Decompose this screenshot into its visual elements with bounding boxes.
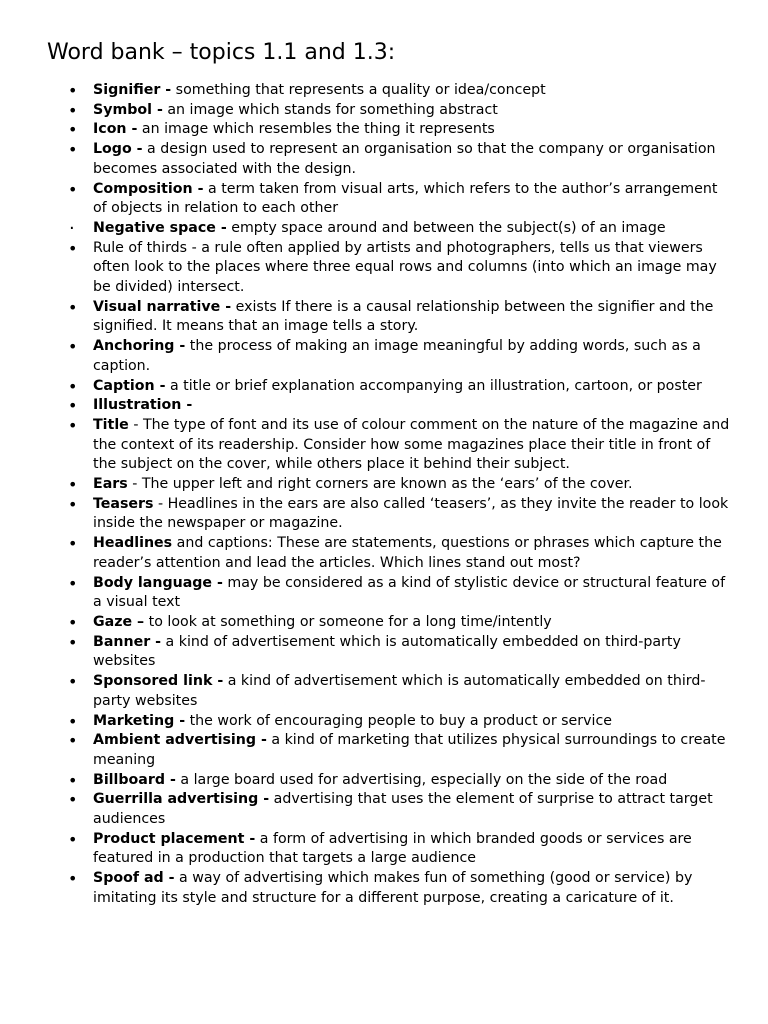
term: Gaze – [93,613,145,630]
definition: empty space around and between the subject(s) of an image [226,219,666,236]
list-item [93,574,733,613]
term: Ambient advertising - [93,732,267,749]
word-bank-list [93,81,733,909]
list-item [93,475,733,495]
definition: a kind of advertisement which is automatically embedded on third-party websites [93,673,706,709]
definition: a form of advertising in which branded goods or services are featured in a production that targets a large audience [93,830,692,867]
list-item [93,771,733,791]
definition: may be considered as a kind of stylistic device or structural feature of a visual text [93,574,726,611]
definition: a large board used for advertising, especially on the side of the road [175,771,668,788]
list-item [93,239,733,298]
definition: something that represents a quality or idea/concept [171,82,546,98]
list-item [93,869,733,908]
term: Product placement - [93,830,256,847]
list-item [93,790,733,829]
definition: a way of advertising which makes fun of something (good or service) by imitating its style and structure for a different purpose, creating a caricature of it. [93,870,693,906]
term: Icon - [93,121,138,138]
term: Sponsored link - [93,673,224,690]
definition: and captions: These are statements, questions or phrases which capture the reader’s attention and lead the articles. Which lines stand out most? [93,535,722,571]
term: Teasers [93,495,154,512]
term: Spoof ad - [93,870,175,887]
list-item [93,140,733,179]
definition: advertising that uses the element of surprise to attract target audiences [93,791,713,828]
definition: a kind of advertisement which is automatically embedded on third-party websites [93,633,681,670]
term: Body language - [93,574,223,591]
term: Anchoring - [93,338,186,355]
page-title: Word bank – topics 1.1 and 1.3: [47,40,396,65]
term: Ears [93,476,128,493]
list-item [93,180,733,219]
term: Composition - [93,180,204,197]
term: Logo - [93,141,143,158]
list-item [93,731,733,770]
definition: a kind of marketing that utilizes physical surroundings to create meaning [93,732,726,768]
definition: - The upper left and right corners are known as the ‘ears’ of the cover. [127,476,633,493]
definition: to look at something or someone for a long time/intently [144,613,552,630]
list-item [93,613,733,633]
list-item [93,416,733,475]
list-item [93,534,733,573]
list-item [93,81,733,101]
term: Negative space - [93,219,227,236]
term: Symbol - [93,101,163,118]
definition: a design used to represent an organisation so that the company or organisation becomes associated with the design. [93,141,716,177]
definition: the process of making an image meaningful by adding words, such as a caption. [93,338,701,374]
definition: - Headlines in the ears are also called ‘teasers’, as they invite the reader to look inside the newspaper or magazine. [93,495,729,532]
definition: an image which resembles the thing it represents [137,121,495,138]
term: Title [93,416,129,433]
list-item [93,633,733,672]
definition: the work of encouraging people to buy a product or service [185,712,612,729]
term: Headlines [93,535,173,552]
definition: - The type of font and its use of colour comment on the nature of the magazine and the context of its readership. Consider how some magazines place their title in front of the subject on the cover, while others place it behind their subject. [93,416,730,473]
term: Guerrilla advertising - [93,791,270,808]
list-item [93,377,733,397]
list-item [93,101,733,121]
list-item [93,219,733,239]
term: Signifier - [93,82,172,98]
term: Illustration - [93,397,193,414]
term: Marketing - [93,712,186,729]
list-item [93,712,733,732]
list-item [93,337,733,376]
list-item [93,396,733,416]
list-item [93,120,733,140]
term: Caption - [93,377,166,394]
list-item [93,672,733,711]
definition: a term taken from visual arts, which refers to the author’s arrangement of objects in relation to each other [93,180,718,217]
term: Billboard - [93,771,176,788]
term: Banner - [93,633,162,650]
definition: a title or brief explanation accompanying an illustration, cartoon, or poster [165,377,702,394]
list-item [93,830,733,869]
term: Visual narrative - [93,298,232,315]
definition: an image which stands for something abstract [162,101,498,118]
list-item [93,495,733,534]
list-item [93,298,733,337]
definition: exists If there is a causal relationship between the signifier and the signified. It means that an image tells a story. [93,298,714,335]
definition: Rule of thirds - a rule often applied by artists and photographers, tells us that viewers often look to the places where three equal rows and columns (into which an image may be divided) intersect. [93,239,717,296]
